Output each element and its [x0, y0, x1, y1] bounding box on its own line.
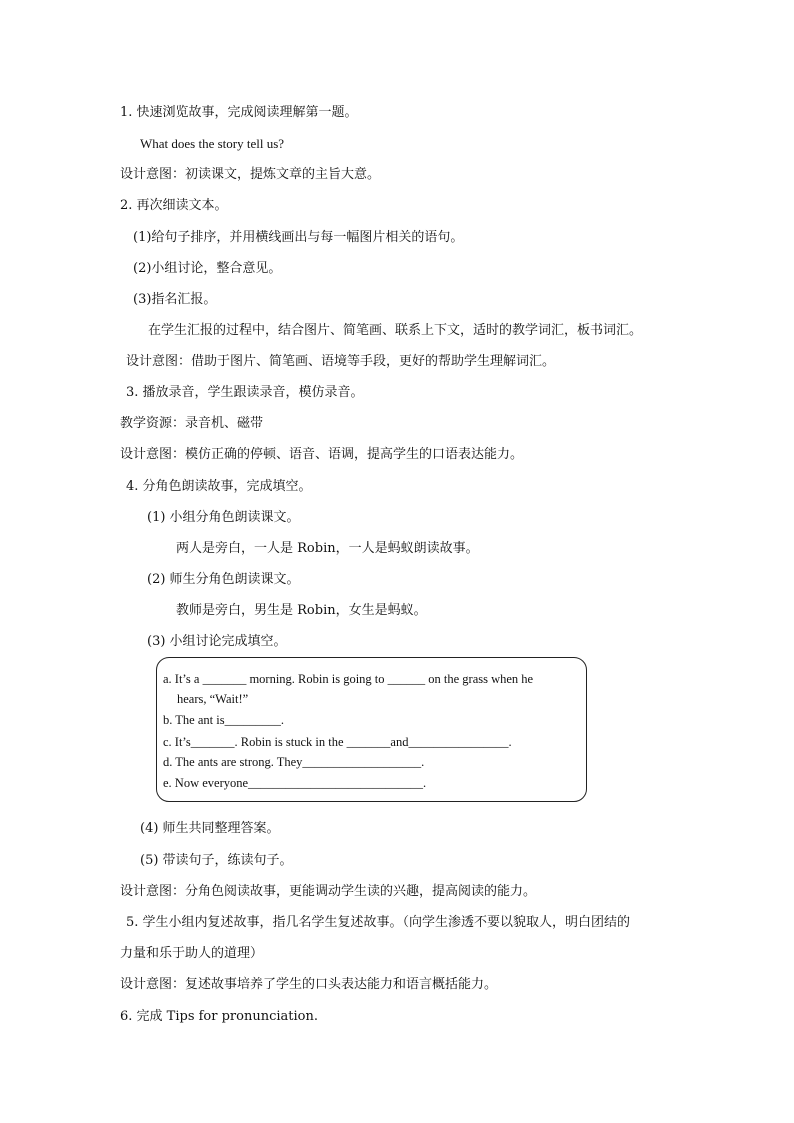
fill-item-a-line1: a. It’s a _______ morning. Robin is going to ______ on the grass when he — [163, 672, 534, 686]
step-2-substep-2: (2)小组讨论，整合意见。 — [133, 261, 282, 276]
step-3-design-intent: 设计意图：模仿正确的停顿、语音、语调，提高学生的口语表达能力。 — [120, 447, 524, 462]
step-1-question: What does the story tell us? — [140, 136, 285, 151]
step-4-heading: 4. 分角色朗读故事，完成填空。 — [126, 479, 312, 494]
fill-item-d: d. The ants are strong. They___________________. — [163, 755, 425, 769]
step-1-design-intent: 设计意图：初读课文，提炼文章的主旨大意。 — [120, 167, 381, 182]
step-2-substep-1: (1)给句子排序，并用横线画出与每一幅图片相关的语句。 — [133, 230, 464, 245]
step-3-resources: 教学资源：录音机、磁带 — [120, 416, 264, 431]
fill-item-e: e. Now everyone____________________________. — [163, 776, 427, 790]
step-6-heading: 6. 完成 Tips for pronunciation. — [120, 1009, 318, 1024]
fill-item-a-line2: hears, “Wait!” — [177, 692, 249, 706]
fill-item-c: c. It’s_______. Robin is stuck in the _______and________________. — [163, 735, 512, 749]
step-4-design-intent: 设计意图：分角色阅读故事，更能调动学生读的兴趣，提高阅读的能力。 — [120, 884, 537, 899]
step-4-substep-4: (4) 师生共同整理答案。 — [140, 821, 280, 836]
step-4-substep-2-detail: 教师是旁白，男生是 Robin，女生是蚂蚁。 — [176, 603, 427, 618]
step-2-substep-3: (3)指名汇报。 — [133, 292, 217, 307]
step-4-substep-2: (2) 师生分角色朗读课文。 — [147, 572, 300, 587]
step-2-design-intent: 设计意图：借助于图片、简笔画、语境等手段，更好的帮助学生理解词汇。 — [126, 354, 556, 369]
fill-item-b: b. The ant is_________. — [163, 713, 284, 727]
step-5-design-intent: 设计意图：复述故事培养了学生的口头表达能力和语言概括能力。 — [120, 977, 498, 992]
step-4-substep-1-detail: 两人是旁白，一人是 Robin，一人是蚂蚁朗读故事。 — [176, 541, 479, 556]
step-5-line-1: 5. 学生小组内复述故事，指几名学生复述故事。（向学生渗透不要以貌取人，明白团结的 — [126, 915, 631, 930]
step-1-heading: 1. 快速浏览故事，完成阅读理解第一题。 — [120, 105, 358, 120]
step-5-line-2: 力量和乐于助人的道理） — [120, 946, 264, 961]
fill-in-blank-box — [156, 657, 587, 802]
step-4-substep-3: (3) 小组讨论完成填空。 — [147, 634, 287, 649]
step-2-report-detail: 在学生汇报的过程中，结合图片、简笔画、联系上下文，适时的教学词汇，板书词汇。 — [148, 323, 643, 338]
step-2-heading: 2. 再次细读文本。 — [120, 198, 228, 213]
step-3-heading: 3. 播放录音，学生跟读录音，模仿录音。 — [126, 385, 364, 400]
step-4-substep-1: (1) 小组分角色朗读课文。 — [147, 510, 300, 525]
step-4-substep-5: (5) 带读句子，练读句子。 — [140, 853, 293, 868]
